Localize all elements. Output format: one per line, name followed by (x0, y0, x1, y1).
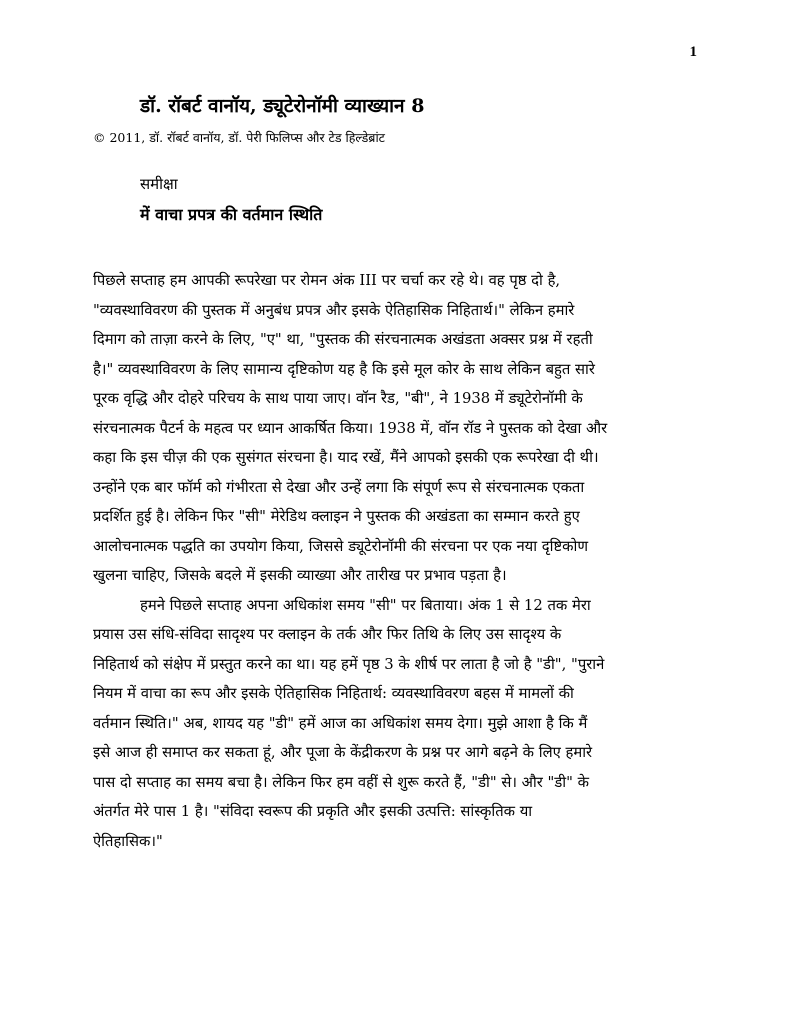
text-line: दिमाग को ताज़ा करने के लिए, "ए" था, "पुस्तक की संरचनात्मक अखंडता अक्सर प्रश्न में रहती (93, 331, 593, 348)
text-line: खुलना चाहिए, जिसके बदले में इसकी व्याख्या और तारीख पर प्रभाव पड़ता है। (93, 567, 507, 584)
text-line: कहा कि इस चीज़ की एक सुसंगत संरचना है। याद रखें, मैंने आपको इसकी एक रूपरेखा दी थी। (93, 449, 599, 466)
text-line: ऐतिहासिक।" (93, 832, 163, 850)
text-line: इसे आज ही समाप्त कर सकता हूं, और पूजा के केंद्रीकरण के प्रश्न पर आगे बढ़ने के लिए हमारे (93, 744, 593, 761)
text-line: प्रदर्शित हुई है। लेकिन फिर "सी" मेरेडिथ क्लाइन ने पुस्तक की अखंडता का सम्मान करते हुए (93, 508, 580, 525)
copyright-line: © 2011, डॉ. रॉबर्ट वानॉय, डॉ. पेरी फिलिप्स और टेड हिल्डेब्रांट (93, 130, 385, 145)
body-text (93, 266, 703, 856)
text-line: वर्तमान स्थिति।" अब, शायद यह "डी" हमें आज का अधिकांश समय देगा। मुझे आशा है कि मैं (93, 714, 588, 732)
text-line: "व्यवस्थाविवरण की पुस्तक में अनुबंध प्रपत्र और इसके ऐतिहासिक निहितार्थ।" लेकिन हमारे (93, 301, 575, 319)
text-line: पूरक वृद्धि और दोहरे परिचय के साथ पाया जाए। वॉन रैड, "बी", ने 1938 में ड्यूटेरोनॉमी के (93, 390, 583, 407)
text-line: आलोचनात्मक पद्धति का उपयोग किया, जिससे ड्यूटेरोनॉमी की संरचना पर एक नया दृष्टिकोण (93, 537, 589, 555)
text-line: प्रयास उस संधि-संविदा सादृश्य पर क्लाइन के तर्क और फिर तिथि के लिए उस सादृश्य के (93, 626, 562, 643)
paragraph-1 (93, 266, 703, 591)
paragraph-2 (93, 591, 703, 857)
text-line: पास दो सप्ताह का समय बचा है। लेकिन फिर हम वहीं से शुरू करते हैं, "डी" से। और "डी" के (93, 773, 589, 791)
page-title: डॉ. रॉबर्ट वानॉय, ड्यूटेरोनॉमी व्याख्यान 8 (140, 95, 425, 117)
text-line: पिछले सप्ताह हम आपकी रूपरेखा पर रोमन अंक III पर चर्चा कर रहे थे। वह पृष्ठ दो है, (93, 272, 561, 289)
text-line: अंतर्गत मेरे पास 1 है। "संविदा स्वरूप की प्रकृति और इसकी उत्पत्ति: सांस्कृतिक या (93, 803, 533, 820)
section-label: समीक्षा (140, 175, 178, 193)
section-subtitle: में वाचा प्रपत्र की वर्तमान स्थिति (140, 205, 323, 224)
text-line: उन्होंने एक बार फॉर्म को गंभीरता से देखा और उन्हें लगा कि संपूर्ण रूप से संरचनात्मक एकता (93, 478, 585, 496)
text-line: निहितार्थ को संक्षेप में प्रस्तुत करने का था। यह हमें पृष्ठ 3 के शीर्ष पर लाता है जो है "डी", "पुराने (93, 655, 605, 673)
text-line: हमने पिछले सप्ताह अपना अधिकांश समय "सी" पर बिताया। अंक 1 से 12 तक मेरा (140, 596, 591, 614)
text-line: नियम में वाचा का रूप और इसके ऐतिहासिक निहितार्थ: व्यवस्थाविवरण बहस में मामलों की (93, 685, 574, 702)
page-number: 1 (689, 44, 697, 60)
text-line: संरचनात्मक पैटर्न के महत्व पर ध्यान आकर्षित किया। 1938 में, वॉन रॉड ने पुस्तक को देखा और (93, 419, 608, 437)
text-line: है।" व्यवस्थाविवरण के लिए सामान्य दृष्टिकोण यह है कि इसे मूल कोर के साथ लेकिन बहुत सारे (93, 360, 595, 378)
